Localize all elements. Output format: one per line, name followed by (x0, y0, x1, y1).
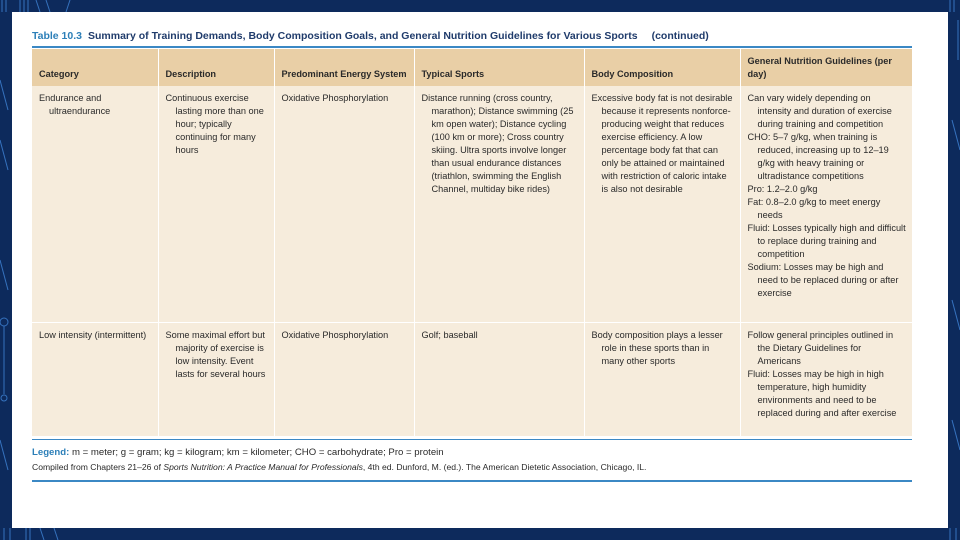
guideline-item: Can vary widely depending on intensity and duration of exercise during training and competition (747, 93, 892, 129)
body-composition-cell: Body composition plays a lesser role in these sports than in many other sports (584, 322, 740, 436)
table-continued: (continued) (651, 30, 709, 42)
table-header-row (32, 49, 912, 86)
table-row (32, 86, 912, 322)
guidelines-cell (740, 322, 912, 436)
legend-rule (32, 439, 912, 440)
table-title (32, 30, 912, 42)
guideline-item: Pro: 1.2–2.0 g/kg (747, 184, 818, 194)
table-title-text: Summary of Training Demands, Body Composition Goals, and General Nutrition Guidelines for Various Sports (88, 30, 638, 42)
column-header: General Nutrition Guidelines (per day) (740, 49, 912, 86)
table-number: Table 10.3 (32, 30, 82, 42)
table-row (32, 322, 912, 436)
nutrition-table (32, 49, 912, 436)
legend (32, 447, 912, 458)
guideline-item: Fluid: Losses typically high and difficult to replace during training and competition (747, 223, 906, 259)
table-top-rule (32, 46, 912, 48)
body-composition-cell: Excessive body fat is not desirable because it represents nonforce-producing weight that reduces exercise efficiency. A low percentage body fat that can only be attained or maintained with restriction of caloric intake is also not desirable (584, 86, 740, 322)
guideline-item: Fluid: Losses may be high in high temperature, high humidity environments and need to be replaced during and after exercise (747, 368, 897, 418)
column-header: Predominant Energy System (274, 49, 414, 86)
guidelines-cell (740, 86, 912, 322)
guideline-item: Follow general principles outlined in the Dietary Guidelines for Americans (747, 329, 894, 366)
source-suffix: , 4th ed. Dunford, M. (ed.). The American Dietetic Association, Chicago, IL. (362, 462, 647, 472)
guideline-item: Fat: 0.8–2.0 g/kg to meet energy needs (747, 197, 881, 220)
energy-system-cell: Oxidative Phosphorylation (274, 322, 414, 436)
source-prefix: Compiled from Chapters 21–26 of (32, 462, 161, 472)
typical-sports-cell: Distance running (cross country, marathon); Distance swimming (25 km open water); Distance cycling (100 km or more); Cross country skiing. Ultra sports involve longer than usual endurance distances (triathlon, swimming the English Channel, multiday bike rides) (414, 86, 584, 322)
category-cell: Endurance and ultraendurance (32, 86, 158, 322)
column-header: Body Composition (584, 49, 740, 86)
column-header: Category (32, 49, 158, 86)
guideline-item: Sodium: Losses may be high and need to be replaced during or after exercise (747, 262, 899, 298)
source-note (32, 462, 912, 472)
legend-text: m = meter; g = gram; kg = kilogram; km = kilometer; CHO = carbohydrate; Pro = protein (71, 447, 444, 458)
energy-system-cell: Oxidative Phosphorylation (274, 86, 414, 322)
typical-sports-cell: Golf; baseball (414, 322, 584, 436)
legend-label: Legend: (32, 447, 70, 458)
description-cell: Continuous exercise lasting more than one hour; typically continuing for many hours (158, 86, 274, 322)
guideline-item: CHO: 5–7 g/kg, when training is reduced, increasing up to 12–19 g/kg with heavy training or ultradistance competitions (747, 132, 889, 181)
description-cell: Some maximal effort but majority of exercise is low intensity. Event lasts for several hours (158, 322, 274, 436)
category-cell: Low intensity (intermittent) (32, 322, 158, 436)
source-book-title: Sports Nutrition: A Practice Manual for Professionals (163, 462, 363, 472)
table-bottom-rule (32, 480, 912, 482)
column-header: Description (158, 49, 274, 86)
column-header: Typical Sports (414, 49, 584, 86)
